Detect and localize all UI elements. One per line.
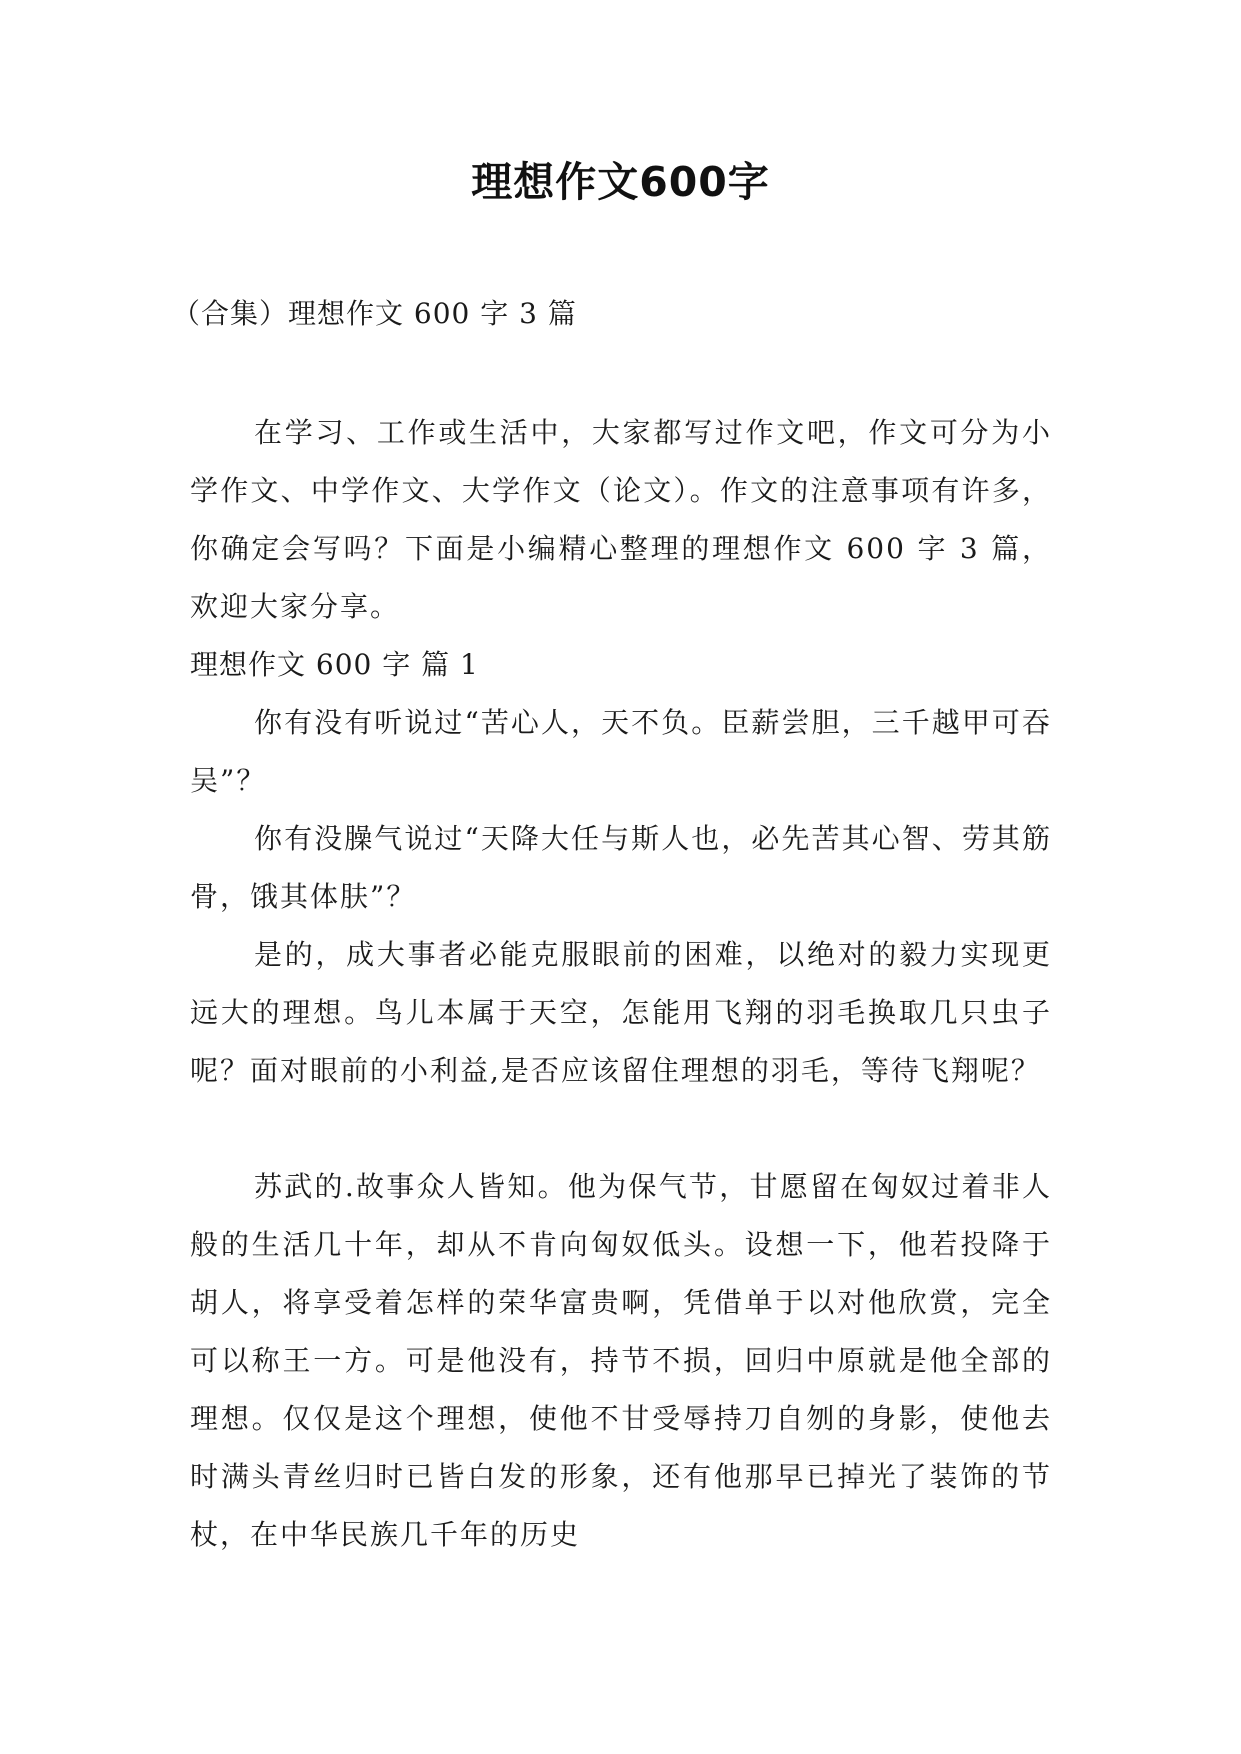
- body-paragraph: 苏武的.故事众人皆知。他为保气节，甘愿留在匈奴过着非人般的生活几十年，却从不肯向匈奴低头。设想一下，他若投降于胡人，将享受着怎样的荣华富贵啊，凭借单于以对他欣赏，完全可以称王一方。可是他没有，持节不损，回归中原就是他全部的理想。仅仅是这个理想，使他不甘受辱持刀自刎的身影，使他去时满头青丝归时已皆白发的形象，还有他那早已掉光了装饰的节杖，在中华民族几千年的历史: [190, 1170, 1052, 1551]
- section-heading: 理想作文 600 字 篇 1: [190, 648, 479, 681]
- document-subtitle: （合集）理想作文 600 字 3 篇: [172, 297, 577, 330]
- body-paragraph: 你有没有听说过“苦心人，天不负。臣薪尝胆，三千越甲可吞吴”？: [190, 706, 1052, 797]
- document-title: 理想作文600字: [471, 158, 770, 206]
- intro-paragraph: 在学习、工作或生活中，大家都写过作文吧，作文可分为小学作文、中学作文、大学作文（论文）。作文的注意事项有许多，你确定会写吗？下面是小编精心整理的理想作文 600 字 3 篇，欢迎大家分享。: [190, 416, 1052, 623]
- body-paragraph: 是的，成大事者必能克服眼前的困难，以绝对的毅力实现更远大的理想。鸟儿本属于天空，怎能用飞翔的羽毛换取几只虫子呢？面对眼前的小利益,是否应该留住理想的羽毛，等待飞翔呢？: [190, 938, 1052, 1087]
- body-paragraph: 你有没臊气说过“天降大任与斯人也，必先苦其心智、劳其筋骨，饿其体肤”？: [190, 822, 1052, 913]
